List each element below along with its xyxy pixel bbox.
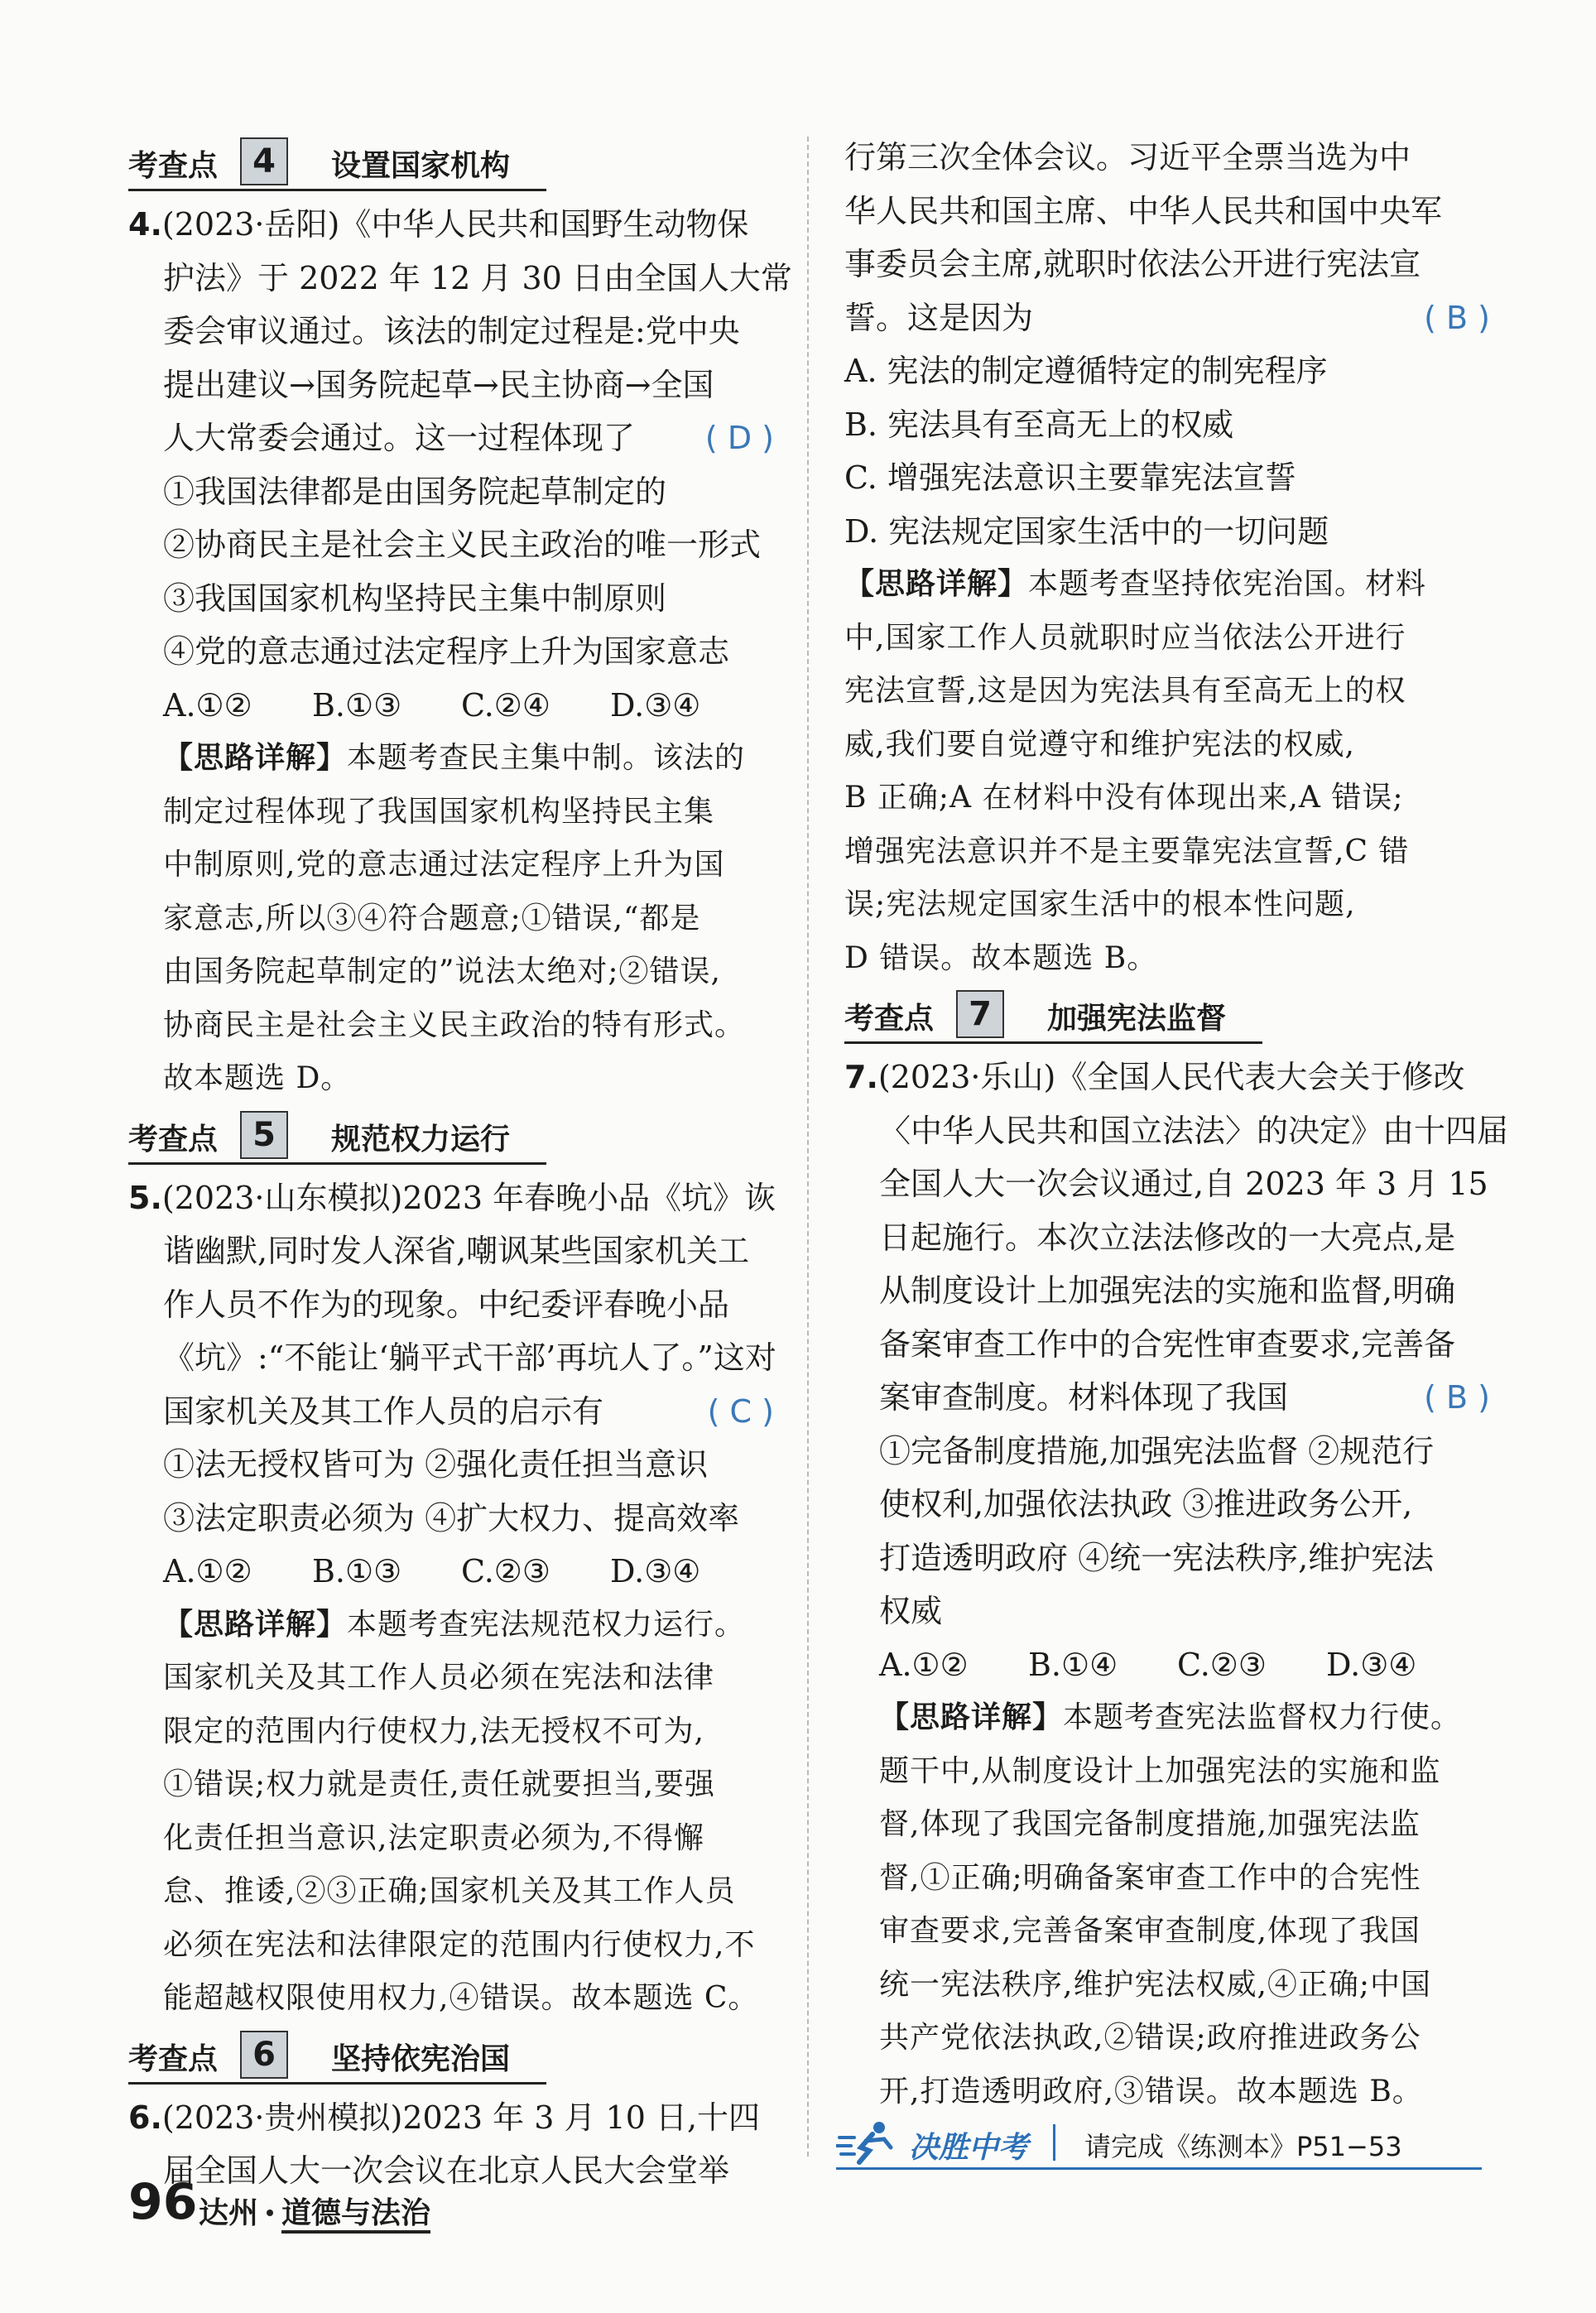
option-c: C.②③ (461, 1553, 550, 1589)
explanation-text: 开,打造透明政府,③错误。故本题选 B。 (879, 2074, 1423, 2109)
explanation-tag: 【思路详解】 (163, 741, 348, 775)
question-text: 〈中华人民共和国立法法〉的决定》由十四届 (879, 1112, 1509, 1149)
explanation-tag: 【思路详解】 (163, 1607, 348, 1642)
explanation-text: 必须在宪法和法律限定的范围内行使权力,不 (163, 1927, 756, 1962)
explanation-text: 中,国家工作人员就职时应当依法公开进行 (844, 620, 1406, 655)
options-row (128, 679, 774, 733)
subject-label: 道德与法治 (281, 2196, 430, 2234)
option-d: D.③④ (610, 686, 701, 724)
left-column (128, 132, 792, 2198)
question-5 (128, 1171, 774, 2026)
explanation-text: 化责任担当意识,法定职责必须为,不得懈 (163, 1820, 704, 1855)
explanation-text: 威,我们要自觉遵守和维护宪法的权威, (844, 727, 1355, 762)
question-text: 誓。这是因为 (844, 299, 1034, 336)
option-c: C.②③ (1177, 1646, 1267, 1683)
explanation-text: 中制原则,党的意志通过法定程序上升为国 (163, 848, 725, 882)
question-text: 谐幽默,同时发人深省,嘲讽某些国家机关工 (163, 1233, 750, 1269)
kp-label: 考查点 (128, 1122, 219, 1156)
brand-bar (836, 2119, 1482, 2169)
answer-mark: ( B ) (1424, 299, 1490, 336)
option-b: B.①④ (1028, 1646, 1118, 1683)
explanation-text: 故本题选 D。 (163, 1061, 352, 1095)
question-number: 5. (128, 1179, 162, 1216)
explanation-text: 本题考查宪法监督权力行使。 (1063, 1700, 1462, 1734)
knowledge-point-6 (128, 2031, 546, 2085)
question-7 (844, 1051, 1509, 2118)
question-text: 届全国人大一次会议在北京人民大会堂举 (163, 2152, 730, 2189)
choice-item: ③法定职责必须为 ④扩大权力、提高效率 (163, 1499, 740, 1536)
knowledge-point-7 (844, 990, 1262, 1044)
question-text: 委会审议通过。该法的制定过程是:党中央 (163, 313, 740, 349)
answer-mark: ( B ) (1424, 1379, 1490, 1416)
task-reference: 请完成《练测本》P51−53 (1084, 2131, 1402, 2162)
question-text: 日起施行。本次立法法修改的一大亮点,是 (879, 1219, 1456, 1256)
choice-item: ③我国国家机构坚持民主集中制原则 (163, 579, 667, 617)
series-title (199, 2190, 430, 2232)
explanation-text: 家意志,所以③④符合题意;①错误,“都是 (163, 901, 701, 935)
question-6-continued (844, 131, 1490, 985)
explanation-text: D 错误。故本题选 B。 (844, 940, 1158, 975)
explanation-text: 协商民主是社会主义民主政治的特有形式。 (163, 1007, 746, 1042)
choice-item: 权威 (879, 1593, 943, 1629)
kp-title: 规范权力运行 (331, 1122, 511, 1156)
explanation-tag: 【思路详解】 (844, 567, 1029, 601)
question-text: 国家机关及其工作人员的启示有 (163, 1392, 604, 1430)
column-divider (807, 137, 809, 2157)
kp-label: 考查点 (128, 2041, 219, 2076)
option-c: C.②④ (461, 686, 550, 724)
explanation-tag: 【思路详解】 (879, 1700, 1064, 1734)
options-row (128, 1545, 774, 1599)
explanation-text: 国家机关及其工作人员必须在宪法和法律 (163, 1661, 715, 1695)
question-text: (2023·乐山)《全国人民代表大会关于修改 (877, 1059, 1465, 1095)
question-text: 备案审查工作中的合宪性审查要求,完善备 (879, 1325, 1456, 1363)
choice-item: D. 宪法规定国家生活中的一切问题 (844, 512, 1329, 550)
explanation-text: 审查要求,完善备案审查制度,体现了我国 (879, 1914, 1421, 1948)
answer-mark: ( C ) (707, 1392, 774, 1430)
right-column (844, 131, 1509, 2118)
kp-title: 加强宪法监督 (1047, 1002, 1227, 1036)
kp-title: 设置国家机构 (331, 149, 511, 183)
choice-item: ①法无授权皆可为 ②强化责任担当意识 (163, 1446, 709, 1483)
question-text: 提出建议→国务院起草→民主协商→全国 (163, 366, 714, 403)
kp-number: 7 (956, 990, 1004, 1038)
explanation-text: 能超越权限使用权力,④错误。故本题选 C。 (163, 1981, 759, 2015)
option-a: A.①② (163, 686, 252, 724)
question-number: 7. (844, 1059, 878, 1095)
option-d: D.③④ (1326, 1646, 1417, 1683)
options-row (844, 1638, 1490, 1692)
explanation-text: 增强宪法意识并不是主要靠宪法宣誓,C 错 (844, 834, 1410, 868)
explanation-text: 本题考查宪法规范权力运行。 (347, 1607, 746, 1642)
choice-item: C. 增强宪法意识主要靠宪法宣誓 (844, 459, 1296, 496)
kp-label: 考查点 (128, 149, 219, 183)
choice-item: 使权利,加强依法执政 ③推进政务公开, (879, 1486, 1413, 1522)
choice-item: ②协商民主是社会主义民主政治的唯一形式 (163, 527, 762, 563)
answer-mark: ( D ) (704, 420, 774, 456)
explanation-text: 制定过程体现了我国国家机构坚持民主集 (163, 794, 715, 829)
explanation-text: 怠、推诿,②③正确;国家机关及其工作人员 (163, 1874, 736, 1908)
question-text: 行第三次全体会议。习近平全票当选为中 (844, 139, 1411, 176)
choice-item: ①完备制度措施,加强宪法监督 ②规范行 (879, 1432, 1435, 1469)
explanation-text: 误;宪法规定国家生活中的根本性问题, (844, 887, 1356, 921)
explanation-text: 统一宪法秩序,维护宪法权威,④正确;中国 (879, 1967, 1432, 2002)
explanation-text: B 正确;A 在材料中没有体现出来,A 错误; (844, 781, 1404, 815)
explanation-text: 限定的范围内行使权力,法无授权不可为, (163, 1714, 704, 1748)
question-number: 6. (128, 2099, 162, 2136)
kp-number: 5 (240, 1111, 288, 1159)
brand-rule (836, 2167, 1482, 2170)
separator-dot (267, 2210, 273, 2216)
option-b: B.①③ (312, 686, 402, 724)
question-text: (2023·山东模拟)2023 年春晚小品《坑》诙 (161, 1179, 776, 1216)
option-a: A.①② (163, 1553, 252, 1589)
question-number: 4. (128, 206, 162, 243)
choice-item: B. 宪法具有至高无上的权威 (844, 406, 1234, 443)
explanation-text: ①错误;权力就是责任,责任就要担当,要强 (163, 1767, 716, 1801)
knowledge-point-4 (128, 137, 546, 191)
question-text: (2023·贵州模拟)2023 年 3 月 10 日,十四 (161, 2099, 761, 2136)
option-d: D.③④ (610, 1553, 701, 1589)
question-text: 案审查制度。材料体现了我国 (879, 1379, 1289, 1416)
explanation-text: 督,①正确;明确备案审查工作中的合宪性 (879, 1860, 1421, 1895)
explanation-text: 题干中,从制度设计上加强宪法的实施和监 (879, 1753, 1441, 1788)
choice-item: ①我国法律都是由国务院起草制定的 (163, 473, 667, 510)
kp-number: 6 (240, 2031, 288, 2079)
page-number: 96 (128, 2173, 198, 2231)
kp-title: 坚持依宪治国 (331, 2041, 511, 2076)
explanation-text: 共产党依法执政,②错误;政府推进政务公 (879, 2021, 1421, 2055)
question-text: 作人员不作为的现象。中纪委评春晚小品 (163, 1286, 730, 1323)
question-text: 从制度设计上加强宪法的实施和监督,明确 (879, 1272, 1456, 1309)
choice-item: 打造透明政府 ④统一宪法秩序,维护宪法 (879, 1539, 1435, 1576)
choice-item: A. 宪法的制定遵循特定的制宪程序 (844, 353, 1328, 389)
question-4 (128, 198, 792, 1106)
option-b: B.①③ (312, 1553, 402, 1589)
region-label: 达州 (199, 2196, 259, 2230)
knowledge-point-5 (128, 1111, 546, 1165)
explanation-text: 宪法宣誓,这是因为宪法具有至高无上的权 (844, 674, 1406, 708)
question-text: 事委员会主席,就职时依法公开进行宪法宣 (844, 246, 1421, 282)
kp-number: 4 (240, 137, 288, 185)
question-text: 《坑》:“不能让‘躺平式干部’再坑人了。”这对 (163, 1339, 776, 1376)
kp-label: 考查点 (844, 1002, 935, 1036)
brand-name: 决胜中考 (909, 2131, 1029, 2165)
explanation-text: 督,体现了我国完备制度措施,加强宪法监 (879, 1807, 1421, 1841)
explanation-text: 由国务院起草制定的”说法太绝对;②错误, (163, 955, 721, 988)
question-text: 人大常委会通过。这一过程体现了 (163, 420, 636, 456)
explanation-text: 本题考查坚持依宪治国。材料 (1028, 567, 1427, 601)
question-text: 全国人大一次会议通过,自 2023 年 3 月 15 (879, 1166, 1488, 1202)
question-text: 护法》于 2022 年 12 月 30 日由全国人大常 (163, 259, 792, 296)
brand-separator (1053, 2124, 1055, 2161)
question-text: 华人民共和国主席、中华人民共和国中央军 (844, 192, 1443, 229)
question-text: (2023·岳阳)《中华人民共和国野生动物保 (161, 206, 749, 243)
option-a: A.①② (879, 1646, 969, 1683)
explanation-text: 本题考查民主集中制。该法的 (347, 741, 746, 775)
choice-item: ④党的意志通过法定程序上升为国家意志 (163, 633, 730, 670)
question-6-start (128, 2091, 774, 2198)
